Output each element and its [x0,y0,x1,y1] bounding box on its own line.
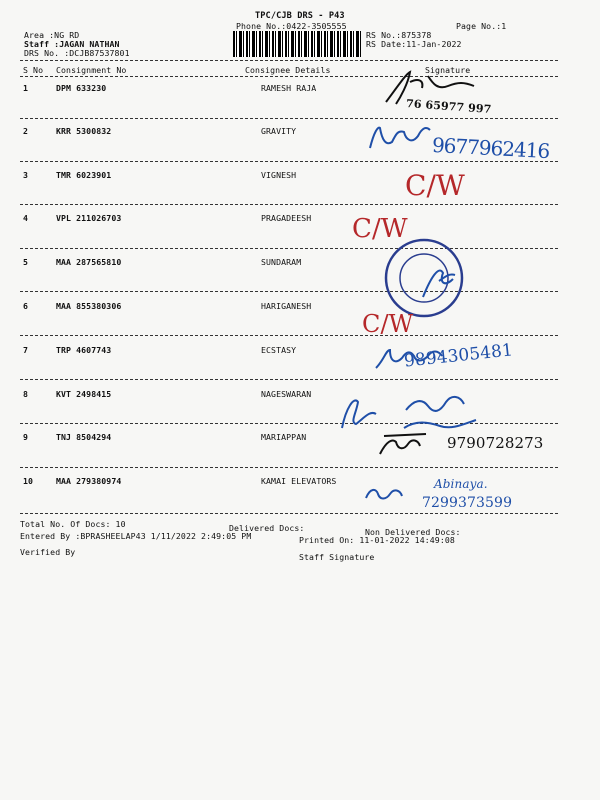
signature-row-10-phone: 7299373599 [422,495,513,511]
row-divider [20,204,558,205]
column-header-consignment: Consignment No [56,65,127,75]
row-divider [20,161,558,162]
row-consignee: RAMESH RAJA [261,83,317,93]
row-sno: 3 [23,170,29,180]
row-divider [20,335,558,336]
row-consignment: TMR 6023901 [56,170,112,180]
staff-signature: Staff Signature [299,552,375,562]
row-sno: 2 [23,126,29,136]
row-consignee: ECSTASY [261,345,297,355]
row-consignment: MAA 855380306 [56,301,122,311]
row-consignee: HARIGANESH [261,301,312,311]
document-title: TPC/CJB DRS - P43 [255,11,345,21]
company-stamp [383,237,465,319]
row-divider [20,513,558,514]
column-header-signature: Signature [425,65,471,75]
row-consignment: KVT 2498415 [56,389,112,399]
page-number: Page No.:1 [456,21,507,31]
row-consignment: MAA 279380974 [56,476,122,486]
row-sno: 6 [23,301,29,311]
phone-number: Phone No.:0422-3505555 [236,21,347,31]
row-consignee: PRAGADEESH [261,213,312,223]
signature-row-1-phone: 76 65977 997 [405,97,492,116]
verified-by: Verified By [20,547,76,557]
row-consignment: TRP 4607743 [56,345,112,355]
row-consignee: NAGESWARAN [261,389,312,399]
area-label: Area :NG RD [24,30,80,40]
entered-by: Entered By :BPRASHEELAP43 1/11/2022 2:49:05 PM [20,531,252,541]
row-consignment: KRR 5300832 [56,126,112,136]
row-consignee: GRAVITY [261,126,297,136]
divider [20,60,558,61]
rs-date: RS Date:11-Jan-2022 [366,39,462,49]
total-docs: Total No. Of Docs: 10 [20,519,126,529]
row-consignee: MARIAPPAN [261,432,307,442]
row-4-mark: C/W [352,214,408,244]
barcode [233,31,361,57]
row-divider [20,467,558,468]
printed-on: Printed On: 11-01-2022 14:49:08 [299,535,455,545]
drs-number: DRS No. :DCJB87537801 [24,48,130,58]
row-divider [20,248,558,249]
row-sno: 4 [23,213,29,223]
row-sno: 8 [23,389,29,399]
signature-row-10-name: Abinaya. [434,477,488,491]
rs-number: RS No.:875378 [366,30,432,40]
row-divider [20,379,558,380]
non-delivered-docs: Non Delivered Docs: [365,527,461,537]
row-divider [20,291,558,292]
staff-label: Staff :JAGAN NATHAN [24,39,120,49]
row-3-mark: C/W [405,169,465,202]
row-consignment: DPM 633230 [56,83,107,93]
row-consignment: TNJ 8504294 [56,432,112,442]
row-consignee: KAMAI ELEVATORS [261,476,337,486]
signature-row-2-phone: 9677962416 [431,132,550,164]
row-sno: 7 [23,345,29,355]
row-consignee: SUNDARAM [261,257,302,267]
delivered-docs: Delivered Docs: [229,523,305,533]
row-consignee: VIGNESH [261,170,297,180]
row-sno: 9 [23,432,29,442]
row-consignment: VPL 211026703 [56,213,122,223]
column-header-consignee: Consignee Details [245,65,331,75]
column-header-sno: S No [23,65,44,75]
signature-row-9-phone: 9790728273 [447,434,544,452]
row-consignment: MAA 287565810 [56,257,122,267]
signature-row-7-phone: 9894305481 [403,340,514,372]
row-6-mark: C/W [362,310,414,338]
row-sno: 1 [23,83,29,93]
signature-row-9 [376,428,436,462]
row-sno: 10 [23,476,34,486]
signature-row-10 [360,480,410,508]
row-sno: 5 [23,257,29,267]
